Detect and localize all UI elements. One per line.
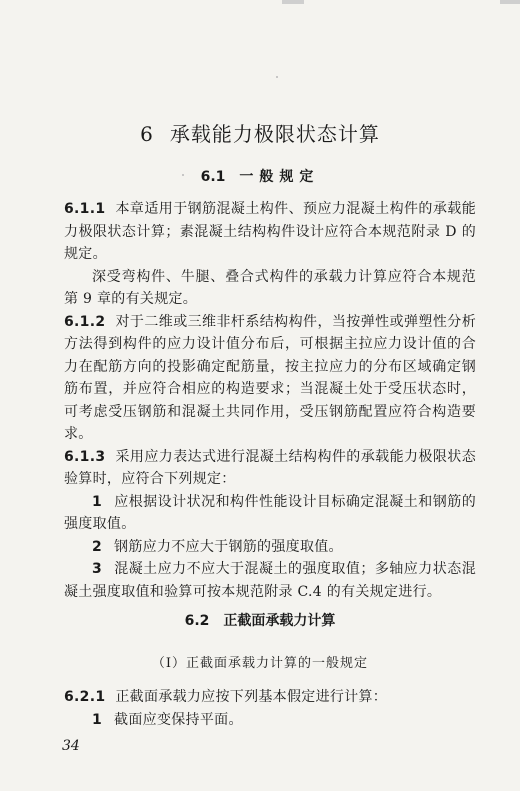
item-text: 应根据设计状况和构件性能设计目标确定混凝土和钢筋的强度取值。: [64, 493, 476, 532]
clause-6-1-2: [64, 311, 476, 446]
clause-6-2-1: [64, 686, 476, 709]
section-6-2-body: [64, 686, 476, 731]
clause-number: 6.2.1: [64, 689, 106, 705]
item-number: 2: [92, 538, 103, 555]
scan-speck: [276, 76, 278, 78]
clause-number: 6.1.3: [64, 448, 106, 465]
scan-edge-mark: [282, 0, 304, 4]
clause-text: 本章适用于钢筋混凝土构件、预应力混凝土构件的承载能力极限状态计算；素混凝土结构构件设计应符合本规范附录 D 的规定。: [64, 201, 476, 262]
chapter-number: 6: [140, 122, 154, 146]
section-6-1-heading: [0, 166, 520, 186]
clause-6-1-1: [64, 198, 476, 266]
clause-6-1-3: [64, 446, 476, 491]
section-name: 正截面承载力计算: [223, 613, 336, 629]
clause-number: 6.1.1: [64, 201, 106, 217]
list-item: [64, 491, 476, 536]
item-text: 混凝土应力不应大于混凝土的强度取值；多轴应力状态混凝土强度取值和验算可按本规范附录 C.4 的有关规定进行。: [64, 561, 476, 600]
list-item: [64, 536, 476, 559]
clause-text: 采用应力表达式进行混凝土结构构件的承载能力极限状态验算时，应符合下列规定：: [64, 448, 476, 487]
scan-edge-mark: [500, 0, 520, 4]
clause-text: 正截面承载力应按下列基本假定进行计算：: [115, 689, 388, 705]
item-text: 钢筋应力不应大于钢筋的强度取值。: [114, 538, 343, 555]
section-6-2-heading: [0, 610, 520, 630]
page-number: 34: [62, 738, 80, 754]
clause-text: 深受弯构件、牛腿、叠合式构件的承载力计算应符合本规范第 9 章的有关规定。: [64, 268, 476, 307]
chapter-name: 承载能力极限状态计算: [169, 122, 380, 146]
item-number: 1: [92, 711, 103, 728]
clause-6-1-1-paragraph-2: [64, 266, 476, 311]
item-number: 1: [92, 493, 103, 510]
section-6-1-body: [64, 198, 476, 603]
item-text: 截面应变保持平面。: [114, 711, 243, 728]
section-number: 6.1: [200, 169, 226, 185]
list-item: [64, 709, 476, 732]
clause-text: 对于二维或三维非杆系结构构件，当按弹性或弹塑性分析方法得到构件的应力设计值分布后，可根据主拉应力设计值的合力在配筋方向的投影确定配筋量，按主拉应力的分布区域确定钢筋布置，并应符合相应的构造要求；当混凝土处于受压状态时，可考虑受压钢筋和混凝土共同作用，受压钢筋配置应符合构造要求。: [64, 313, 476, 442]
clause-number: 6.1.2: [64, 313, 106, 330]
section-name: 一般规定: [239, 169, 320, 185]
subsection-heading: （Ⅰ）正截面承载力计算的一般规定: [151, 656, 369, 671]
list-item: [64, 558, 476, 603]
item-number: 3: [92, 561, 103, 577]
chapter-title: [0, 118, 520, 147]
section-number: 6.2: [184, 613, 210, 629]
